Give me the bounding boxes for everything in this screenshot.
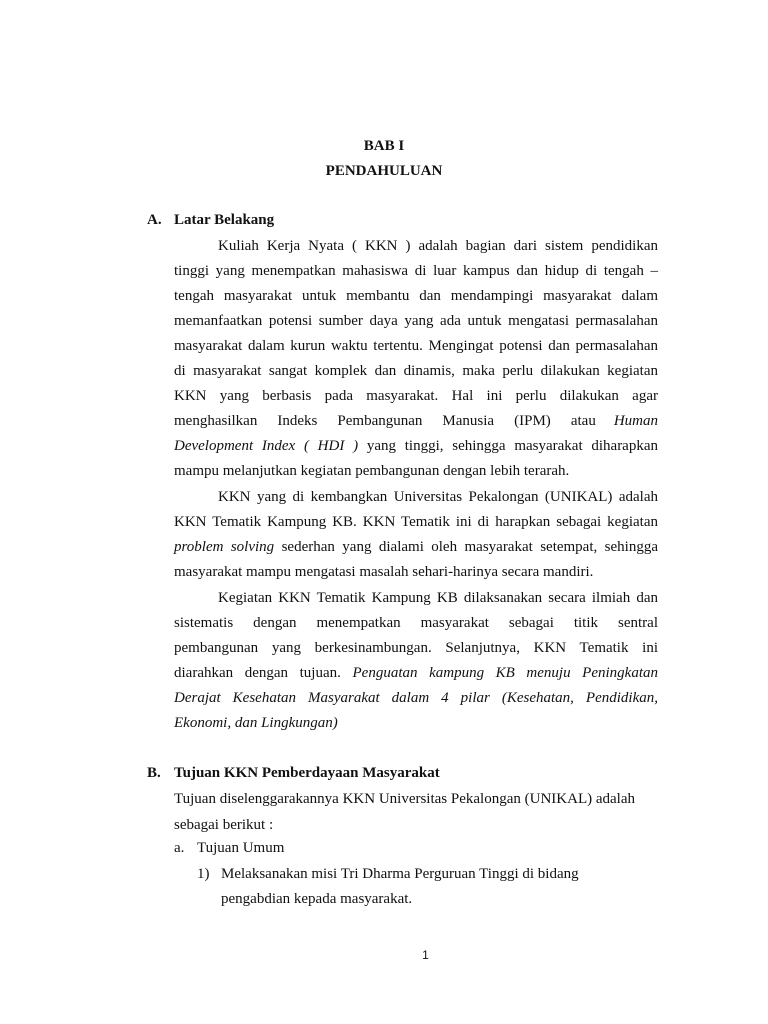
paragraph-line: sistematis dengan menempatkan masyarakat sebagai titik sentral: [174, 615, 658, 631]
line-text-italic: Penguatan kampung KB menuju Peningkatan: [352, 665, 659, 681]
paragraph-line: masyarakat dalam kurun waktu tertentu. Mengingat potensi dan permasalahan: [174, 338, 658, 354]
line-text: sederhan yang dialami oleh masyarakat setempat, sehingga: [281, 539, 658, 555]
paragraph-line: [174, 436, 658, 456]
list-item-text: Melaksanakan misi Tri Dharma Perguruan Tinggi di bidang: [221, 866, 579, 882]
line-text: menghasilkan Indeks Pembangunan Manusia (IPM) atau: [174, 413, 596, 429]
line-text: yang tinggi, sehingga masyarakat diharapkan: [366, 438, 659, 454]
paragraph-line: Derajat Kesehatan Masyarakat dalam 4 pilar (Kesehatan, Pendidikan,: [174, 690, 658, 706]
section-b-heading: Tujuan KKN Pemberdayaan Masyarakat: [174, 765, 440, 781]
chapter-title: PENDAHULUAN: [325, 163, 443, 179]
section-a-heading: Latar Belakang: [174, 212, 275, 228]
section-a-marker: A.: [147, 212, 162, 228]
paragraph-line: mampu melanjutkan kegiatan pembangunan dengan lebih terarah.: [174, 463, 570, 479]
paragraph-line: [174, 663, 658, 683]
paragraph-line: Ekonomi, dan Lingkungan): [174, 715, 338, 731]
list-item-marker: 1): [197, 866, 210, 882]
paragraph-line: sebagai berikut :: [174, 817, 274, 833]
paragraph-line: Kegiatan KKN Tematik Kampung KB dilaksanakan secara ilmiah dan: [218, 590, 658, 606]
paragraph-line: di masyarakat sangat komplek dan dinamis, maka perlu dilakukan kegiatan: [174, 363, 658, 379]
sub-marker: a.: [174, 840, 185, 856]
paragraph-line: Kuliah Kerja Nyata ( KKN ) adalah bagian dari sistem pendidikan: [218, 238, 658, 254]
paragraph-line: tengah masyarakat untuk membantu dan mendampingi masyarakat dalam: [174, 288, 658, 304]
chapter-number: BAB I: [363, 138, 405, 154]
paragraph-line: [174, 411, 658, 431]
paragraph-line: pembangunan yang berkesinambungan. Selanjutnya, KKN Tematik ini: [174, 640, 658, 656]
line-text: diarahkan dengan tujuan.: [174, 665, 341, 681]
paragraph-line: tinggi yang menempatkan mahasiswa di luar kampus dan hidup di tengah –: [174, 263, 658, 279]
paragraph-line: masyarakat mampu mengatasi masalah sehari-harinya secara mandiri.: [174, 564, 594, 580]
paragraph-line: Tujuan diselenggarakannya KKN Universitas Pekalongan (UNIKAL) adalah: [174, 791, 635, 807]
sub-heading: Tujuan Umum: [197, 840, 285, 856]
paragraph-line: memanfaatkan potensi sumber daya yang ada untuk mengatasi permasalahan: [174, 313, 658, 329]
line-text-italic: Development Index ( HDI ): [174, 438, 359, 454]
page-number: 1: [422, 948, 429, 962]
list-item-text: pengabdian kepada masyarakat.: [221, 891, 413, 907]
paragraph-line: KKN Tematik Kampung KB. KKN Tematik ini di harapkan sebagai kegiatan: [174, 514, 658, 530]
section-b-marker: B.: [147, 765, 161, 781]
paragraph-line: [174, 537, 658, 557]
paragraph-line: KKN yang berbasis pada masyarakat. Hal ini perlu dilakukan agar: [174, 388, 658, 404]
line-text-italic: Human: [613, 413, 658, 429]
line-text-italic: problem solving: [174, 539, 275, 555]
paragraph-line: KKN yang di kembangkan Universitas Pekalongan (UNIKAL) adalah: [218, 489, 658, 505]
